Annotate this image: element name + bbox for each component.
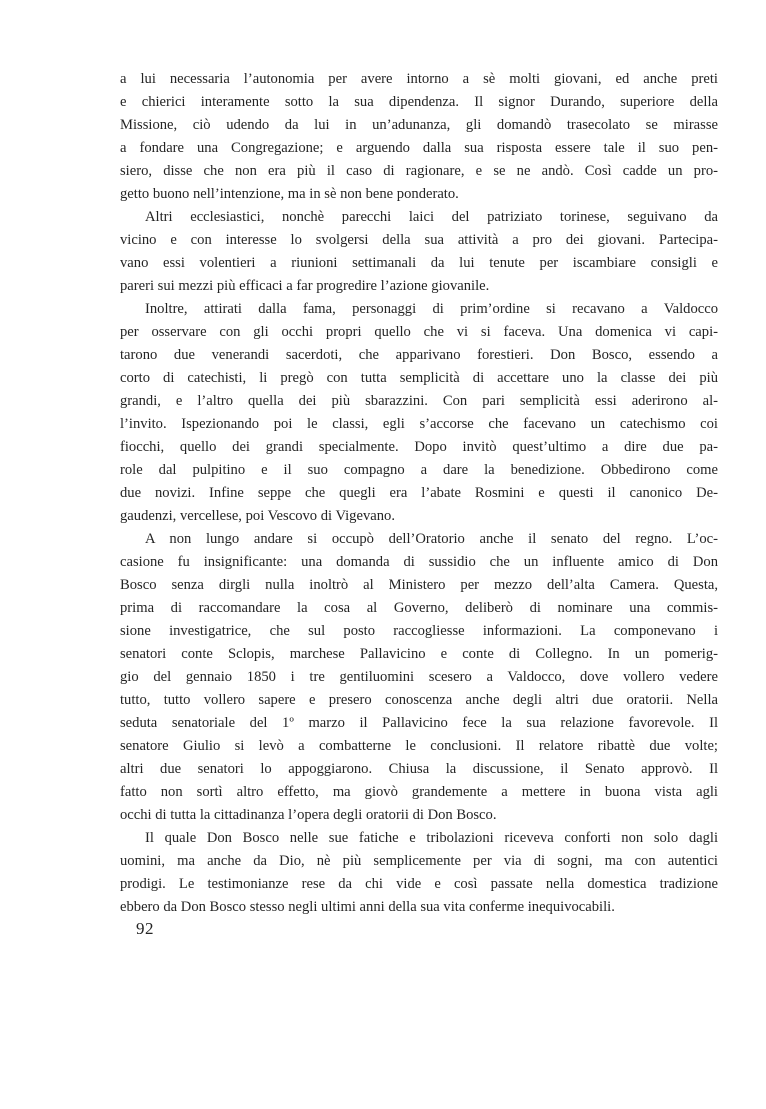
- text-line: vano essi volentieri a riunioni settimanali da lui tenute per iscambiare consigli e: [120, 255, 718, 271]
- text-line: prima di raccomandare la cosa al Governo, deliberò di nominare una commis-: [120, 600, 718, 616]
- text-line: casione fu insignificante: una domanda di sussidio che un influente amico di Don: [120, 554, 718, 570]
- text-line: a lui necessaria l’autonomia per avere intorno a sè molti giovani, ed anche preti: [120, 71, 718, 87]
- paragraph: [120, 827, 718, 919]
- page-text: [120, 68, 718, 919]
- text-line: gaudenzi, vercellese, poi Vescovo di Vigevano.: [120, 508, 395, 524]
- text-line: Altri ecclesiastici, nonchè parecchi laici del patriziato torinese, seguivano da: [145, 209, 718, 225]
- text-line: l’invito. Ispezionando poi le classi, egli s’accorse che facevano un catechismo coi: [120, 416, 718, 432]
- text-line: uomini, ma anche da Dio, nè più semplicemente per via di sogni, ma con autentici: [120, 853, 718, 869]
- text-line: fatto non sortì altro effetto, ma giovò grandemente a mettere in buona vista agli: [120, 784, 718, 800]
- text-line: siero, disse che non era più il caso di ragionare, e se ne andò. Così cadde un pro-: [120, 163, 718, 179]
- text-line: tarono due venerandi sacerdoti, che apparivano forestieri. Don Bosco, essendo a: [120, 347, 718, 363]
- paragraph: [120, 206, 718, 298]
- text-line: grandi, e l’altro quella dei più sbarazzini. Con pari semplicità essi aderirono al-: [120, 393, 718, 409]
- text-line: senatore Giulio si levò a combatterne le conclusioni. Il relatore ribattè due volte;: [120, 738, 718, 754]
- paragraph: [120, 298, 718, 528]
- paragraph: [120, 68, 718, 206]
- text-line: Bosco senza dirgli nulla inoltrò al Ministero per mezzo dell’alta Camera. Questa,: [120, 577, 718, 593]
- text-line: prodigi. Le testimonianze rese da chi vide e così passate nella domestica tradizione: [120, 876, 718, 892]
- text-line: Missione, ciò udendo da lui in un’adunanza, gli domandò trasecolato se mirasse: [120, 117, 718, 133]
- text-line: Inoltre, attirati dalla fama, personaggi di prim’ordine si recavano a Valdocco: [145, 301, 718, 317]
- text-line: role dal pulpitino e il suo compagno a dare la benedizione. Obbedirono come: [120, 462, 718, 478]
- text-line: getto buono nell’intenzione, ma in sè non bene ponderato.: [120, 186, 459, 202]
- text-line: A non lungo andare si occupò dell’Oratorio anche il senato del regno. L’oc-: [145, 531, 718, 547]
- text-line: a fondare una Congregazione; e arguendo dalla sua risposta essere tale il suo pen-: [120, 140, 718, 156]
- text-line: per osservare con gli occhi propri quello che vi si faceva. Una domenica vi capi-: [120, 324, 718, 340]
- text-line: pareri sui mezzi più efficaci a far progredire l’azione giovanile.: [120, 278, 490, 294]
- page-number: 92: [136, 919, 154, 938]
- text-line: seduta senatoriale del 1º marzo il Pallavicino fece la sua relazione favorevole. Il: [120, 715, 718, 731]
- text-line: Il quale Don Bosco nelle sue fatiche e tribolazioni riceveva conforti non solo dagli: [145, 830, 718, 846]
- text-line: altri due senatori lo appoggiarono. Chiusa la discussione, il Senato approvò. Il: [120, 761, 718, 777]
- text-line: due novizi. Infine seppe che quegli era l’abate Rosmini e questi il canonico De-: [120, 485, 718, 501]
- text-line: e chierici interamente sotto la sua dipendenza. Il signor Durando, superiore della: [120, 94, 718, 110]
- text-line: vicino e con interesse lo svolgersi della sua attività a pro dei giovani. Partecipa-: [120, 232, 718, 248]
- text-line: gio del gennaio 1850 i tre gentiluomini scesero a Valdocco, dove vollero vedere: [120, 669, 718, 685]
- text-line: senatori conte Sclopis, marchese Pallavicino e conte di Collegno. In un pomerig-: [120, 646, 718, 662]
- text-line: ebbero da Don Bosco stesso negli ultimi anni della sua vita conferme inequivocabili.: [120, 899, 615, 915]
- text-line: fiocchi, quello dei grandi specialmente. Dopo invitò quest’ultimo a dire due pa-: [120, 439, 718, 455]
- text-line: occhi di tutta la cittadinanza l’opera degli oratorii di Don Bosco.: [120, 807, 497, 823]
- text-line: sione investigatrice, che sul posto raccogliesse informazioni. La componevano i: [120, 623, 718, 639]
- text-line: corto di catechisti, li pregò con tutta semplicità di accettare uno la classe dei più: [120, 370, 718, 386]
- paragraph: [120, 528, 718, 827]
- text-line: tutto, tutto vollero sapere e presero conoscenza anche degli altri due oratorii. Nella: [120, 692, 718, 708]
